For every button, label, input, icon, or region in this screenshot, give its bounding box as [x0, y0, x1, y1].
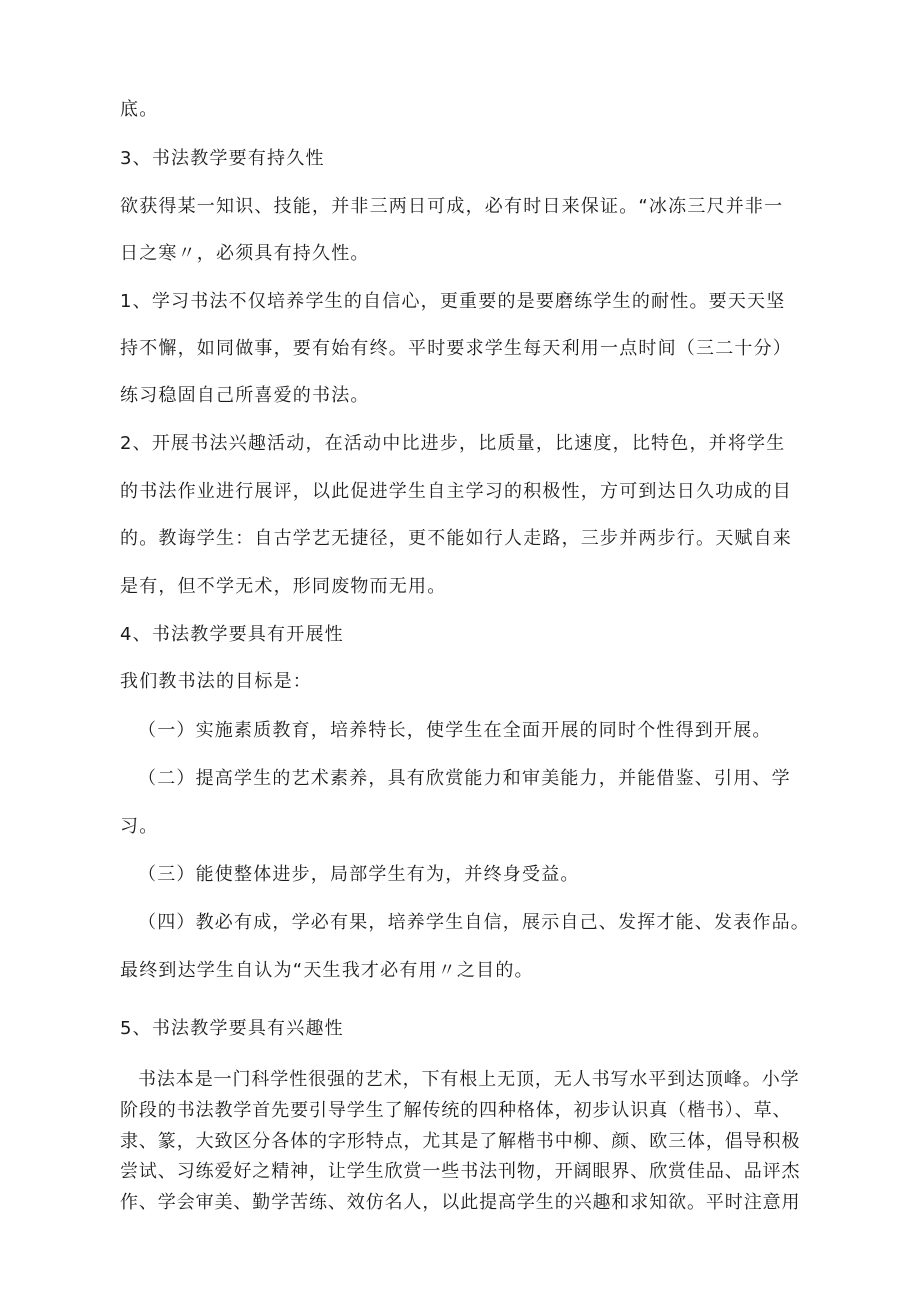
list-item: （三）能使整体进步，局部学生有为，并终身受益。 [138, 864, 580, 885]
text-line: 的。教诲学生：自古学艺无捷径，更不能如行人走路，三步并两步行。天赋自来 [120, 528, 792, 549]
section-heading: 4、书法教学要具有开展性 [120, 624, 344, 645]
text-line: 最终到达学生自认为“天生我才必有用〃之目的。 [120, 960, 534, 981]
text-line: 是有，但不学无术，形同废物而无用。 [120, 576, 447, 597]
section-heading: 3、书法教学要有持久性 [120, 148, 325, 169]
paragraph-line: 作、学会审美、勤学苦练、效仿名人，以此提高学生的兴趣和求知欲。平时注意用 [120, 1192, 801, 1213]
text-line: 底。 [120, 99, 159, 120]
paragraph-line: 书法本是一门科学性很强的艺术，下有根上无顶，无人书写水平到达顶峰。小学 [138, 1069, 800, 1090]
list-item: （二）提高学生的艺术素养，具有欣赏能力和审美能力，并能借鉴、引用、学 [138, 768, 791, 789]
text-line: 持不懈，如同做事，要有始有终。平时要求学生每天利用一点时间（三二十分） [120, 338, 792, 359]
text-line: 我们教书法的目标是： [120, 671, 312, 692]
text-line: 习。 [120, 816, 159, 837]
text-line: 1、学习书法不仅培养学生的自信心，更重要的是要磨练学生的耐性。要天天坚 [120, 291, 786, 312]
section-heading: 5、书法教学要具有兴趣性 [120, 1018, 344, 1039]
text-line: 练习稳固自己所喜爱的书法。 [120, 385, 370, 406]
text-line: 日之寒〃，必须具有持久性。 [120, 243, 370, 264]
text-line: 的书法作业进行展评，以此促进学生自主学习的积极性，方可到达日久功成的目 [120, 481, 792, 502]
paragraph-line: 尝试、习练爱好之精神，让学生欣赏一些书法刊物，开阔眼界、欣赏佳品、品评杰 [120, 1161, 801, 1182]
text-line: 2、开展书法兴趣活动，在活动中比进步，比质量，比速度，比特色，并将学生 [120, 433, 786, 454]
paragraph-line: 隶、篆，大致区分各体的字形特点，尤其是了解楷书中柳、颜、欧三体，倡导积极 [120, 1131, 801, 1152]
text-line: 欲获得某一知识、技能，并非三两日可成，必有时日来保证。“冰冻三尺并非一 [120, 196, 784, 217]
list-item: （四）教必有成，学必有果，培养学生自信，展示自己、发挥才能、发表作品。 [138, 912, 810, 933]
list-item: （一）实施素质教育，培养特长，使学生在全面开展的同时个性得到开展。 [138, 720, 772, 741]
paragraph-line: 阶段的书法教学首先要引导学生了解传统的四种格体，初步认识真（楷书）、草、 [120, 1100, 792, 1121]
